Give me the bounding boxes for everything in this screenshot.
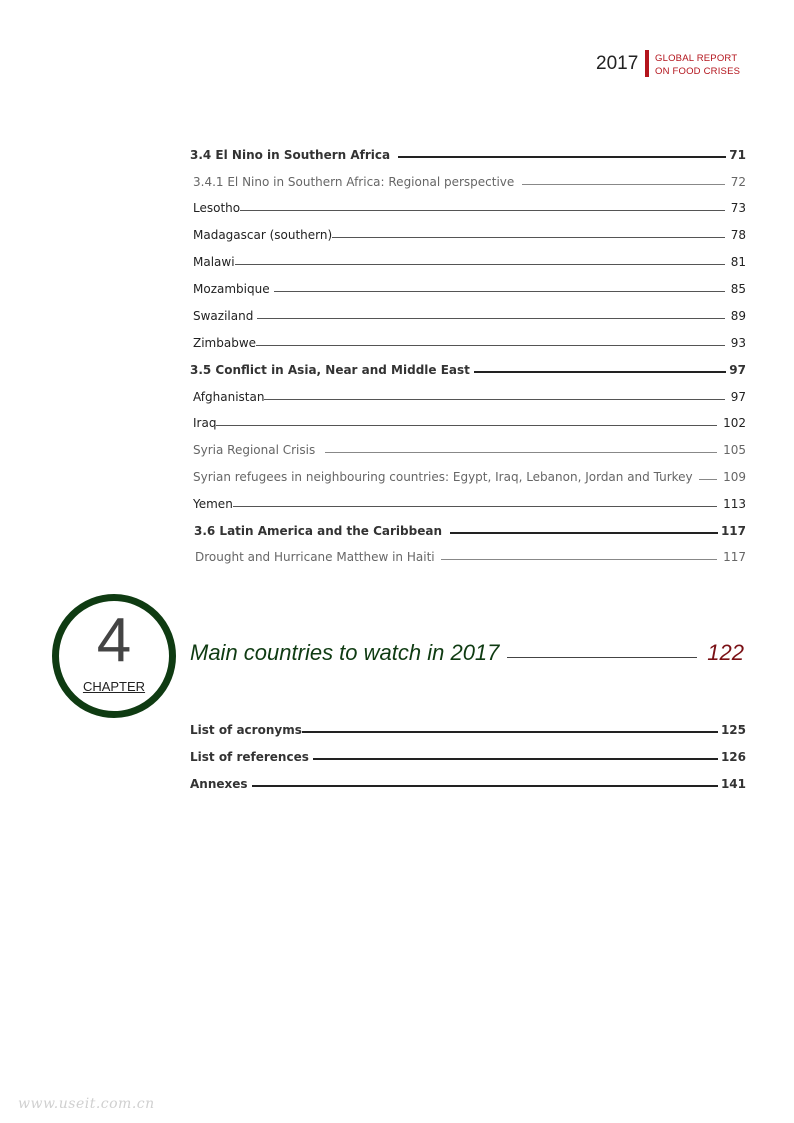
toc-entry-label: Syria Regional Crisis bbox=[193, 443, 316, 457]
dot-leader bbox=[233, 506, 717, 507]
toc-entry[interactable] bbox=[190, 148, 746, 162]
toc-entry-page: 102 bbox=[723, 416, 746, 430]
toc-entry[interactable] bbox=[193, 309, 746, 323]
toc-entry-label: Malawi bbox=[193, 255, 235, 269]
toc-entry-page: 73 bbox=[730, 201, 746, 215]
toc-entry-page: 105 bbox=[723, 443, 746, 457]
report-year: 2017 bbox=[596, 53, 639, 74]
dot-leader bbox=[507, 657, 697, 658]
dot-leader bbox=[216, 425, 717, 426]
chapter-heading-entry[interactable] bbox=[190, 640, 744, 666]
toc-entry-page: 85 bbox=[730, 282, 746, 296]
dot-leader bbox=[699, 479, 717, 480]
toc-entry-page: 125 bbox=[720, 723, 746, 737]
toc-entry-label: List of acronyms bbox=[190, 723, 302, 737]
chapter-title: Main countries to watch in 2017 bbox=[190, 640, 500, 665]
toc-entry-label: Drought and Hurricane Matthew in Haiti bbox=[195, 550, 435, 564]
dot-leader bbox=[252, 785, 718, 787]
toc-entry-label: Madagascar (southern) bbox=[193, 228, 333, 242]
chapter-caption[interactable]: CHAPTER bbox=[82, 679, 146, 694]
toc-entry-page: 97 bbox=[730, 390, 746, 404]
toc-entry[interactable] bbox=[193, 255, 746, 269]
toc-entry-page: 89 bbox=[730, 309, 746, 323]
toc-entry-label: 3.4 El Nino in Southern Africa bbox=[190, 148, 391, 162]
toc-entry-label: Mozambique bbox=[193, 282, 270, 296]
toc-entry-label: 3.5 Conflict in Asia, Near and Middle East bbox=[190, 363, 470, 377]
dot-leader bbox=[235, 264, 725, 265]
toc-entry-label: Iraq bbox=[193, 416, 217, 430]
toc-entry[interactable] bbox=[193, 282, 746, 296]
toc-entry-page: 109 bbox=[723, 470, 746, 484]
dot-leader bbox=[398, 156, 726, 158]
toc-entry-page: 126 bbox=[720, 750, 746, 764]
toc-entry-page: 93 bbox=[730, 336, 746, 350]
toc-entry[interactable] bbox=[193, 497, 746, 511]
toc-entry[interactable] bbox=[193, 416, 746, 430]
dot-leader bbox=[325, 452, 717, 453]
dot-leader bbox=[256, 345, 725, 346]
toc-entry[interactable] bbox=[190, 723, 746, 737]
toc-entry[interactable] bbox=[193, 228, 746, 242]
toc-entry-page: 97 bbox=[729, 363, 746, 377]
toc-entry-label: Annexes bbox=[190, 777, 248, 791]
toc-entry-page: 117 bbox=[720, 524, 746, 538]
dot-leader bbox=[522, 184, 724, 185]
chapter-page: 122 bbox=[707, 640, 744, 665]
toc-entry[interactable] bbox=[194, 524, 746, 538]
chapter-badge bbox=[52, 594, 176, 718]
report-title bbox=[655, 52, 740, 78]
toc-entry-label: Afghanistan bbox=[193, 390, 265, 404]
report-title-line-1: GLOBAL REPORT bbox=[655, 53, 738, 64]
toc-entry-label: Swaziland bbox=[193, 309, 254, 323]
toc-entry[interactable] bbox=[193, 201, 746, 215]
toc-entry[interactable] bbox=[193, 336, 746, 350]
toc-entry[interactable] bbox=[193, 390, 746, 404]
watermark: www.useit.com.cn bbox=[18, 1096, 155, 1112]
report-title-line-2: ON FOOD CRISES bbox=[655, 66, 741, 77]
chapter-number: 4 bbox=[96, 606, 132, 675]
toc-entry-label: 3.6 Latin America and the Caribbean bbox=[194, 524, 442, 538]
toc-entry-page: 72 bbox=[730, 175, 746, 189]
toc-entry[interactable] bbox=[193, 175, 746, 189]
dot-leader bbox=[450, 532, 718, 534]
toc-entry-page: 113 bbox=[723, 497, 746, 511]
dot-leader bbox=[264, 399, 724, 400]
toc-entry-label: Lesotho bbox=[193, 201, 241, 215]
toc-entry-label: Syrian refugees in neighbouring countries: Egypt, Iraq, Lebanon, Jordan and Turkey bbox=[193, 470, 693, 484]
toc-entry-label: Yemen bbox=[193, 497, 233, 511]
toc-entry-page: 71 bbox=[729, 148, 746, 162]
toc-entry[interactable] bbox=[190, 777, 746, 791]
toc-entry-page: 117 bbox=[723, 550, 746, 564]
dot-leader bbox=[441, 559, 717, 560]
dot-leader bbox=[274, 291, 725, 292]
toc-entry-label: Zimbabwe bbox=[193, 336, 257, 350]
toc-entry-label: 3.4.1 El Nino in Southern Africa: Regional perspective bbox=[193, 175, 515, 189]
toc-entry-page: 141 bbox=[720, 777, 746, 791]
dot-leader bbox=[302, 731, 718, 733]
toc-entry-page: 81 bbox=[730, 255, 746, 269]
toc-entry-page: 78 bbox=[730, 228, 746, 242]
dot-leader bbox=[240, 210, 725, 211]
dot-leader bbox=[313, 758, 718, 760]
header-accent-bar bbox=[645, 50, 649, 77]
toc-entry[interactable] bbox=[193, 470, 746, 484]
toc-entry-label: List of references bbox=[190, 750, 309, 764]
toc-entry[interactable] bbox=[190, 363, 746, 377]
dot-leader bbox=[257, 318, 724, 319]
dot-leader bbox=[332, 237, 725, 238]
toc-entry[interactable] bbox=[193, 443, 746, 457]
toc-entry[interactable] bbox=[195, 550, 746, 564]
toc-entry[interactable] bbox=[190, 750, 746, 764]
dot-leader bbox=[474, 371, 726, 373]
